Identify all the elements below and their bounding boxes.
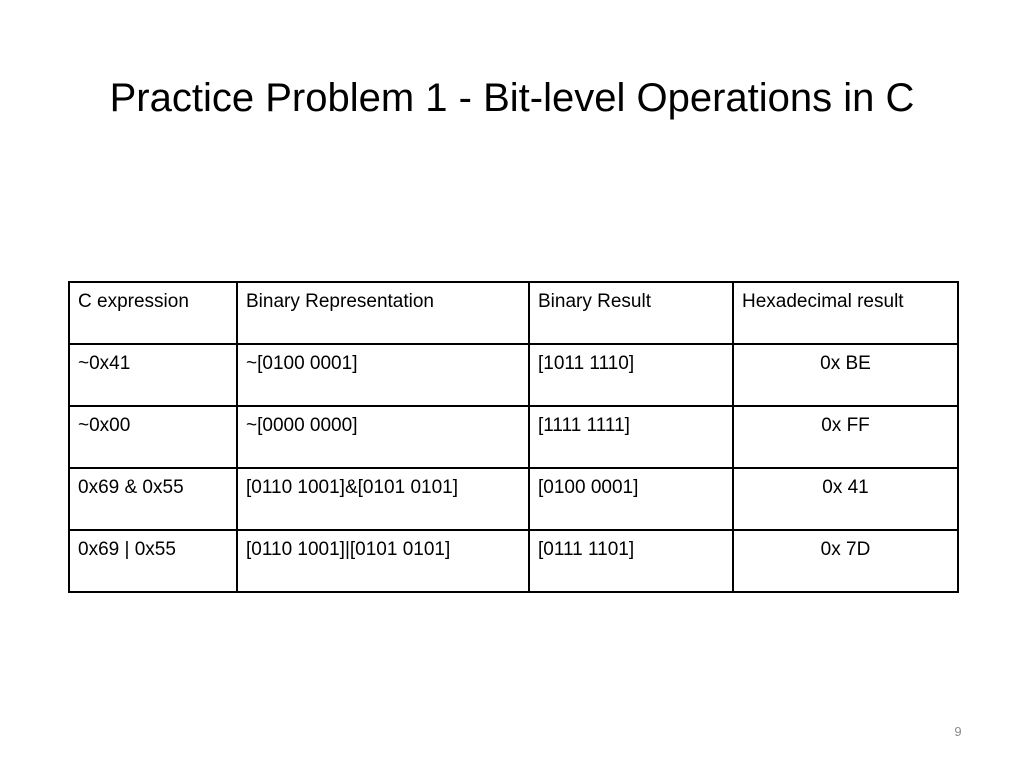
table-row [69, 468, 958, 530]
cell-binary-representation: [0110 1001]|[0101 0101] [237, 530, 529, 592]
cell-c-expression: 0x69 & 0x55 [69, 468, 237, 530]
bit-operations-table [68, 281, 959, 593]
table-row [69, 530, 958, 592]
table-row [69, 406, 958, 468]
cell-c-expression: ~0x00 [69, 406, 237, 468]
cell-binary-result: [0111 1101] [529, 530, 733, 592]
table-row [69, 344, 958, 406]
header-binary-result: Binary Result [529, 282, 733, 344]
cell-hexadecimal-result: 0x FF [733, 406, 958, 468]
cell-hexadecimal-result: 0x 41 [733, 468, 958, 530]
cell-c-expression: 0x69 | 0x55 [69, 530, 237, 592]
table-header-row [69, 282, 958, 344]
header-hexadecimal-result: Hexadecimal result [733, 282, 958, 344]
cell-binary-result: [1011 1110] [529, 344, 733, 406]
cell-binary-representation: ~[0100 0001] [237, 344, 529, 406]
cell-hexadecimal-result: 0x 7D [733, 530, 958, 592]
cell-binary-representation: [0110 1001]&[0101 0101] [237, 468, 529, 530]
page-number: 9 [954, 724, 962, 739]
cell-c-expression: ~0x41 [69, 344, 237, 406]
header-c-expression: C expression [69, 282, 237, 344]
cell-binary-representation: ~[0000 0000] [237, 406, 529, 468]
cell-hexadecimal-result: 0x BE [733, 344, 958, 406]
cell-binary-result: [0100 0001] [529, 468, 733, 530]
slide-title: Practice Problem 1 - Bit-level Operations in C [109, 76, 915, 120]
cell-binary-result: [1111 1111] [529, 406, 733, 468]
header-binary-representation: Binary Representation [237, 282, 529, 344]
